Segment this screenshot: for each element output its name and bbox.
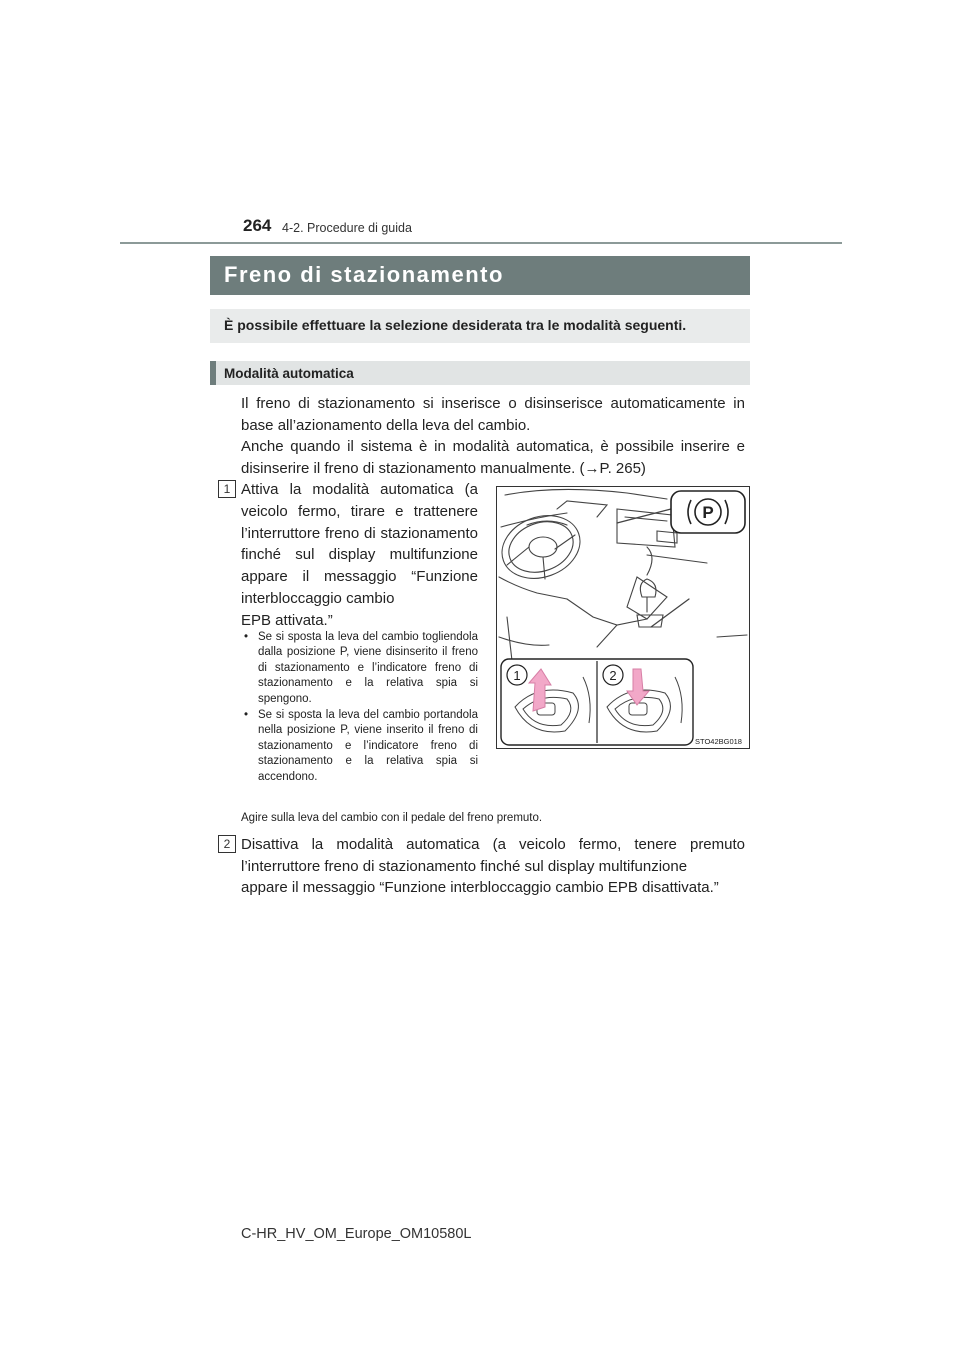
subsection-accent bbox=[210, 361, 216, 385]
paragraph-manual-override-text: Anche quando il sistema è in modalità automatica, è possibile inserire e disinserire il freno di stazionamento manualmente. ( bbox=[241, 438, 745, 477]
step-1-number: 1 bbox=[218, 480, 236, 498]
page-title: Freno di stazionamento bbox=[224, 262, 504, 287]
step-1-bullets bbox=[241, 630, 478, 786]
svg-text:P: P bbox=[702, 503, 714, 522]
step-2-text-main: Disattiva la modalità automatica (a veicolo fermo, tenere premuto l’interruttore freno di stazionamento finché sul display multifunzione bbox=[241, 836, 745, 875]
section-label: 4-2. Procedure di guida bbox=[282, 221, 412, 235]
step-2-text bbox=[241, 834, 745, 899]
footer-doc-code: C-HR_HV_OM_Europe_OM10580L bbox=[241, 1226, 472, 1242]
step-1-text bbox=[241, 479, 478, 632]
paragraph-auto-description: Il freno di stazionamento si inserisce o disinserisce automaticamente in base all’azionamento della leva del cambio. bbox=[241, 395, 745, 434]
page-reference-link[interactable]: →P. 265) bbox=[584, 459, 646, 477]
bullet-item: • Se si sposta la leva del cambio portandola nella posizione P, viene inserito il freno di stazionamento e l’indicatore freno di stazionamento e la relativa spia si accendono. bbox=[244, 709, 478, 783]
bullet-item: • Se si sposta la leva del cambio togliendola dalla posizione P, viene disinserito il freno di stazionamento e l’indicatore freno di stazionamento e la relativa spia si spengono. bbox=[244, 631, 478, 705]
step-2-number: 2 bbox=[218, 835, 236, 853]
intro-text: È possibile effettuare la selezione desiderata tra le modalità seguenti. bbox=[224, 317, 687, 333]
figure-code: STO42BG018 bbox=[695, 737, 742, 746]
header-rule bbox=[120, 242, 842, 244]
step-1-text-main: Attiva la modalità automatica (a veicolo fermo, tirare e trattenere l’interruttore freno di stazionamento finché sul display multifunzione appare il messaggio “Funzione interbloccaggio cambio bbox=[241, 481, 478, 607]
parking-indicator-icon bbox=[671, 491, 745, 533]
callout-1: 1 bbox=[513, 668, 521, 683]
illustration-drawing bbox=[497, 487, 749, 748]
paragraph-manual-override bbox=[241, 436, 745, 479]
subsection-title: Modalità automatica bbox=[224, 366, 354, 381]
page-number: 264 bbox=[243, 216, 272, 235]
callout-2: 2 bbox=[609, 668, 617, 683]
step-1-note: Agire sulla leva del cambio con il pedale del freno premuto. bbox=[241, 812, 543, 824]
parking-brake-illustration bbox=[496, 486, 750, 749]
step-1-text-last: EPB attivata.” bbox=[241, 611, 333, 629]
step-2-text-last: appare il messaggio “Funzione interbloccaggio cambio EPB disattivata.” bbox=[241, 879, 719, 896]
